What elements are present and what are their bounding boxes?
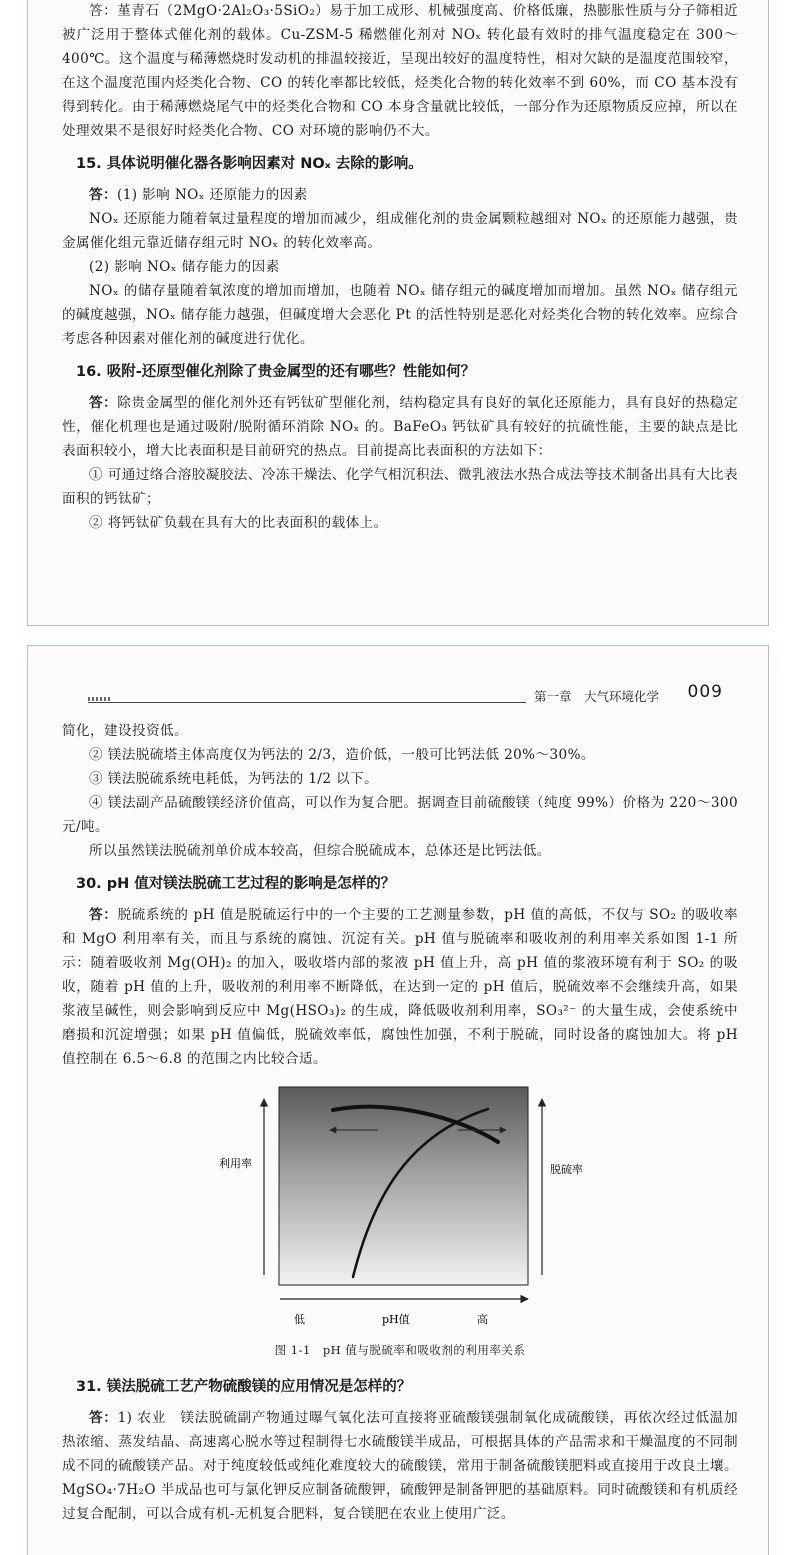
- figure-plot-area: [279, 1087, 528, 1285]
- right-axis-label: 脱硫率: [550, 1163, 583, 1176]
- list-item: ② 镁法脱硫塔主体高度仅为钙法的 2/3，造价低，一般可比钙法低 20%～30%。: [89, 747, 595, 763]
- running-header: [88, 684, 723, 710]
- page-top-content: [62, 0, 738, 535]
- answer-label: 答：: [89, 1410, 118, 1426]
- header-page-number: 009: [687, 682, 723, 702]
- answer-label: 答：: [89, 907, 118, 923]
- figure-1-1-diagram: [28, 1077, 770, 1339]
- answer-16-body: [62, 391, 738, 463]
- answer-30-body-text: 脱硫系统的 pH 值是脱硫运行中的一个主要的工艺测量参数，pH 值的高低，不仅与 SO₂ 的吸收率和 MgO 利用率有关，而且与系统的腐蚀、沉淀有关。pH 值与脱硫率和吸收剂的利用率关系如图 1-1 所示：随着吸收剂 Mg(OH)₂ 的加入，吸收塔内部的浆液 pH 值上升，高 pH 值的浆液环境有利于 SO₂ 的吸收，随着 pH 值的上升，吸收剂的利用率不断降低，在达到一定的 pH 值后，脱硫效率不会继续升高，如果浆液呈碱性，则会影响到反应中 Mg(HSO₃)₂ 的生成，降低吸收剂利用率，SO₃²⁻ 的大量生成，会使系统中磨损和沉淀增强；如果 pH 值偏低，脱硫效率低，腐蚀性加强，不利于脱硫，同时设备的腐蚀加大。将 pH 值控制在 6.5～6.8 的范围之内比较合适。: [62, 907, 738, 1067]
- conclusion-line: 所以虽然镁法脱硫剂单价成本较高，但综合脱硫成本，总体还是比钙法低。: [89, 843, 551, 859]
- left-axis-label: 利用率: [219, 1157, 252, 1170]
- header-tick-marks: [88, 697, 110, 701]
- answer-label: 答：: [89, 187, 117, 203]
- answer-31-body: [62, 1406, 738, 1526]
- answer-label: 答：: [89, 395, 118, 411]
- header-chapter-title: 第一章 大气环境化学: [526, 687, 665, 705]
- page-bottom-content: [62, 719, 738, 1526]
- list-item: ③ 镁法脱硫系统电耗低，为钙法的 1/2 以下。: [89, 771, 379, 787]
- answer-16-body-text: 除贵金属型的催化剂外还有钙钛矿型催化剂，结构稳定具有良好的氧化还原能力，具有良好的热稳定性，催化机理也是通过吸附/脱附循环消除 NOₓ 的。BaFeO₃ 钙钛矿具有较好的抗硫性能，主要的缺点是比表面积较小，增大比表面积是目前研究的热点。目前提高比表面积的方法如下：: [62, 395, 738, 459]
- answer-15-item2-body: NOₓ 的储存量随着氧浓度的增加而增加，也随着 NOₓ 储存组元的碱度增加而增加。虽然 NOₓ 储存组元的碱度越强，NOₓ 储存能力越强，但碱度增大会恶化 Pt 的活性特别是恶化对烃类化合物的转化效率。应综合考虑各种因素对催化剂的碱度进行优化。: [62, 283, 738, 347]
- page-top: [27, 0, 769, 626]
- question-30-heading: 30. pH 值对镁法脱硫工艺过程的影响是怎样的？: [76, 876, 396, 892]
- answer-14-paragraph: 答：堇青石（2MgO·2Al₂O₃·5SiO₂）易于加工成形、机械强度高、价格低廉，热膨胀性质与分子筛相近被广泛用于整体式催化剂的载体。Cu-ZSM-5 稀燃催化剂对 NOₓ 转化最有效时的排气温度稳定在 300～400℃。这个温度与稀薄燃烧时发动机的排温较接近，呈现出较好的温度特性，相对欠缺的是温度范围较窄，在这个温度范围内烃类化合物、CO 的转化率都比较低，烃类化合物的转化效率不到 60%，而 CO 基本没有得到转化。由于稀薄燃烧尾气中的烃类化合物和 CO 本身含量就比较低，一部分作为还原物质反应掉，所以在处理效果不是很好时烃类化合物、CO 对环境的影响仍不大。: [62, 3, 738, 139]
- answer-15-item2-title: (2) 影响 NOₓ 储存能力的因素: [89, 259, 280, 275]
- list-item: ④ 镁法副产品硫酸镁经济价值高，可以作为复合肥。据调查目前硫酸镁（纯度 99%）价格为 220～300 元/吨。: [62, 795, 738, 835]
- figure-1-1: [28, 1077, 770, 1339]
- x-label-high: 高: [477, 1313, 488, 1326]
- question-31-heading: 31. 镁法脱硫工艺产物硫酸镁的应用情况是怎样的？: [76, 1379, 412, 1395]
- x-label-low: 低: [294, 1313, 305, 1326]
- x-label-ph: pH值: [382, 1313, 410, 1326]
- question-15-heading: 15. 具体说明催化器各影响因素对 NOₓ 去除的影响。: [76, 156, 423, 172]
- answer-31-body-text: 1) 农业 镁法脱硫副产物通过曝气氧化法可直接将亚硫酸镁强制氧化成硫酸镁，再依次经过低温加热浓缩、蒸发结晶、高速离心脱水等过程制得七水硫酸镁半成品，可根据具体的产品需求和干燥温度的不同制成不同的硫酸镁产品。对于纯度较低或纯化难度较大的硫酸镁，常用于制备硫酸镁肥料或直接用于改良土壤。MgSO₄·7H₂O 半成品也可与氯化钾反应制备硫酸钾，硫酸钾是制备钾肥的基础原料。同时硫酸镁和有机质经过复合配制，可以合成有机-无机复合肥料，复合镁肥在农业上使用广泛。: [62, 1410, 738, 1522]
- lead-line: 简化，建设投资低。: [62, 723, 188, 739]
- answer-16-item2: ② 将钙钛矿负载在具有大的比表面积的载体上。: [89, 515, 388, 531]
- answer-15-item1-title-text: (1) 影响 NOₓ 还原能力的因素: [117, 187, 308, 203]
- answer-30-body: [62, 903, 738, 1071]
- answer-16-item1: ① 可通过络合溶胶凝胶法、冷冻干燥法、化学气相沉积法、微乳液法水热合成法等技术制备出具有大比表面积的钙钛矿；: [62, 467, 738, 507]
- answer-15-item1-body: NOₓ 还原能力随着氧过量程度的增加而减少，组成催化剂的贵金属颗粒越细对 NOₓ 的还原能力越强，贵金属催化组元靠近储存组元时 NOₓ 的转化效率高。: [62, 211, 738, 251]
- answer-15-item1-title: [62, 183, 738, 207]
- figure-caption: 图 1-1 pH 值与脱硫率和吸收剂的利用率关系: [274, 1343, 526, 1357]
- page-bottom: [27, 645, 769, 1555]
- question-16-heading: 16. 吸附-还原型催化剂除了贵金属型的还有哪些？性能如何？: [76, 364, 476, 380]
